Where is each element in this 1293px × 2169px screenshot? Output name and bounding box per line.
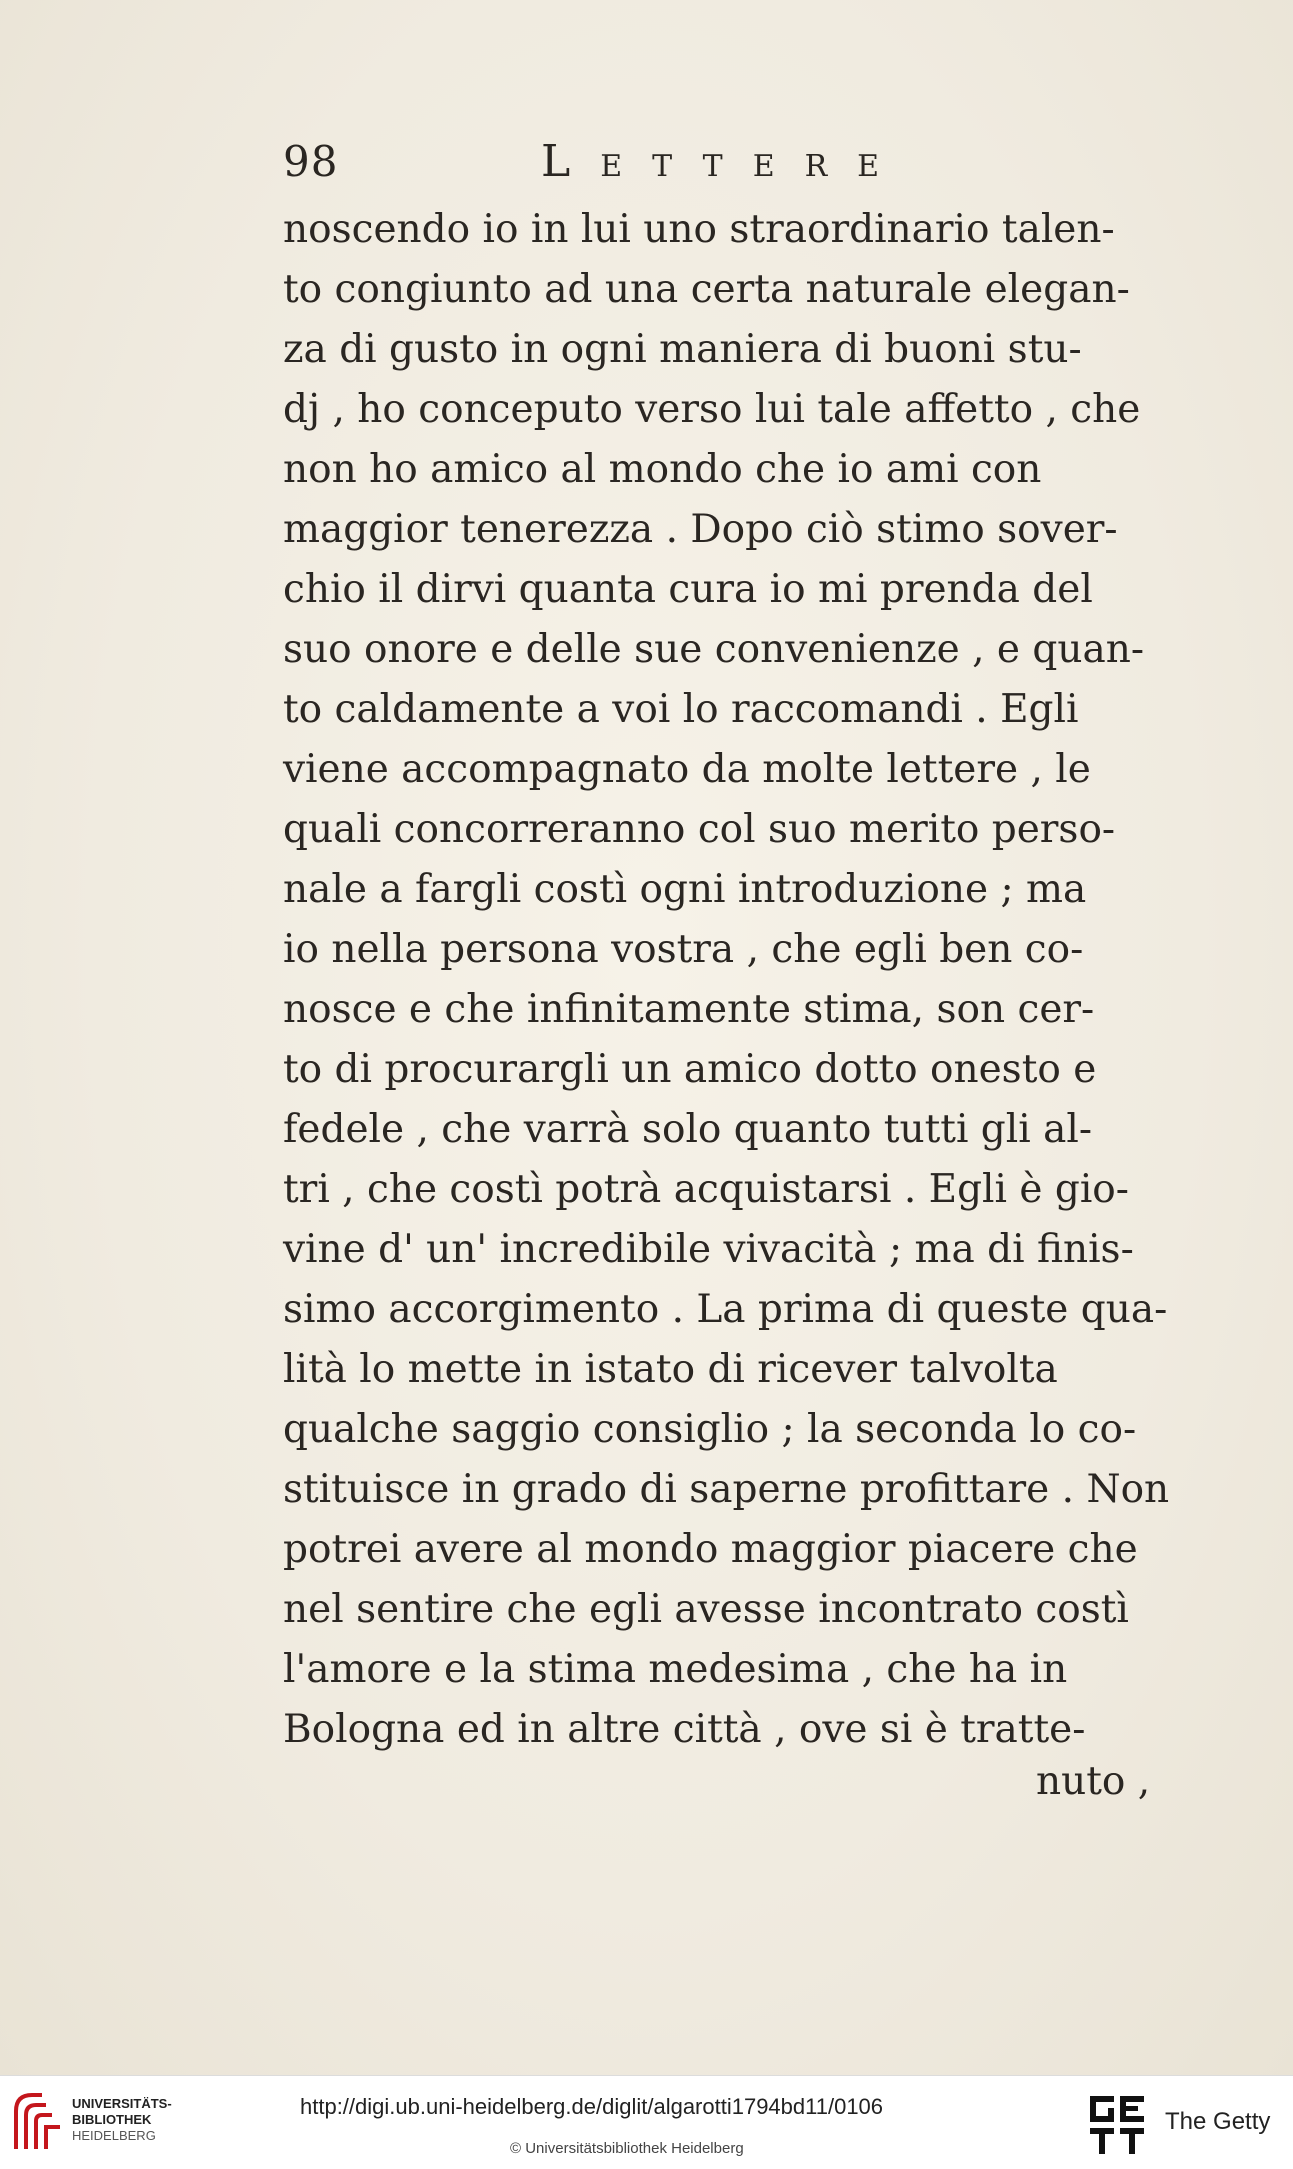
library-name-line1: UNIVERSITÄTS- — [72, 2096, 172, 2111]
text-line: tri , che costì potrà acquistarsi . Egli è gio- — [283, 1167, 1129, 1212]
text-line: quali concorreranno col suo merito perso- — [283, 807, 1116, 852]
text-line: l'amore e la stima medesima , che ha in — [283, 1647, 1068, 1692]
page-header — [283, 132, 1003, 192]
text-line: to caldamente a voi lo raccomandi . Egli — [283, 687, 1079, 732]
text-line: nosce e che infinitamente stima, son cer- — [283, 987, 1095, 1032]
running-head — [541, 132, 909, 197]
library-name-line2: BIBLIOTHEK — [72, 2112, 152, 2127]
text-line: lità lo mette in istato di ricever talvolta — [283, 1347, 1058, 1392]
running-head-rest: ETTERE — [600, 149, 910, 184]
text-line: non ho amico al mondo che io ami con — [283, 447, 1042, 492]
text-line: Bologna ed in altre città , ove si è tratte- — [283, 1707, 1086, 1752]
text-line: io nella persona vostra , che egli ben co- — [283, 927, 1084, 972]
text-line: dj , ho conceputo verso lui tale affetto , che — [283, 387, 1141, 432]
text-line: potrei avere al mondo maggior piacere che — [283, 1527, 1138, 1572]
text-line: noscendo io in lui uno straordinario talen- — [283, 207, 1115, 252]
text-line: za di gusto in ogni maniera di buoni stu- — [283, 327, 1082, 372]
partner-name: The Getty — [1165, 2108, 1271, 2135]
text-line: to di procurargli un amico dotto onesto e — [283, 1047, 1097, 1092]
footer-bar — [0, 2075, 1293, 2169]
text-line: simo accorgimento . La prima di queste qua- — [283, 1287, 1168, 1332]
text-line: maggior tenerezza . Dopo ciò stimo sover- — [283, 507, 1118, 552]
library-name — [72, 2096, 172, 2144]
text-line: viene accompagnato da molte lettere , le — [283, 747, 1091, 792]
text-line: chio il dirvi quanta cura io mi prenda del — [283, 567, 1093, 612]
text-line: fedele , che varrà solo quanto tutti gli al- — [283, 1107, 1093, 1152]
library-logo-icon[interactable] — [12, 2089, 64, 2153]
running-head-initial: L — [541, 136, 601, 187]
text-line: nel sentire che egli avesse incontrato costì — [283, 1587, 1129, 1632]
text-line: stituisce in grado di saperne profittare . Non — [283, 1467, 1170, 1512]
text-line: qualche saggio consiglio ; la seconda lo co- — [283, 1407, 1137, 1452]
catchword: nuto , — [1036, 1759, 1151, 1804]
getty-logo-icon[interactable] — [1088, 2094, 1146, 2156]
library-name-line3: HEIDELBERG — [72, 2128, 156, 2143]
text-line: suo onore e delle sue convenienze , e quan- — [283, 627, 1145, 672]
text-line: nale a fargli costì ogni introduzione ; ma — [283, 867, 1087, 912]
copyright-notice: © Universitätsbibliothek Heidelberg — [510, 2140, 744, 2157]
text-line: to congiunto ad una certa naturale elegan- — [283, 267, 1130, 312]
text-line: vine d' un' incredibile vivacità ; ma di finis- — [283, 1227, 1134, 1272]
page-number: 98 — [283, 137, 339, 186]
permalink-url[interactable]: http://digi.ub.uni-heidelberg.de/diglit/algarotti1794bd11/0106 — [300, 2094, 884, 2119]
